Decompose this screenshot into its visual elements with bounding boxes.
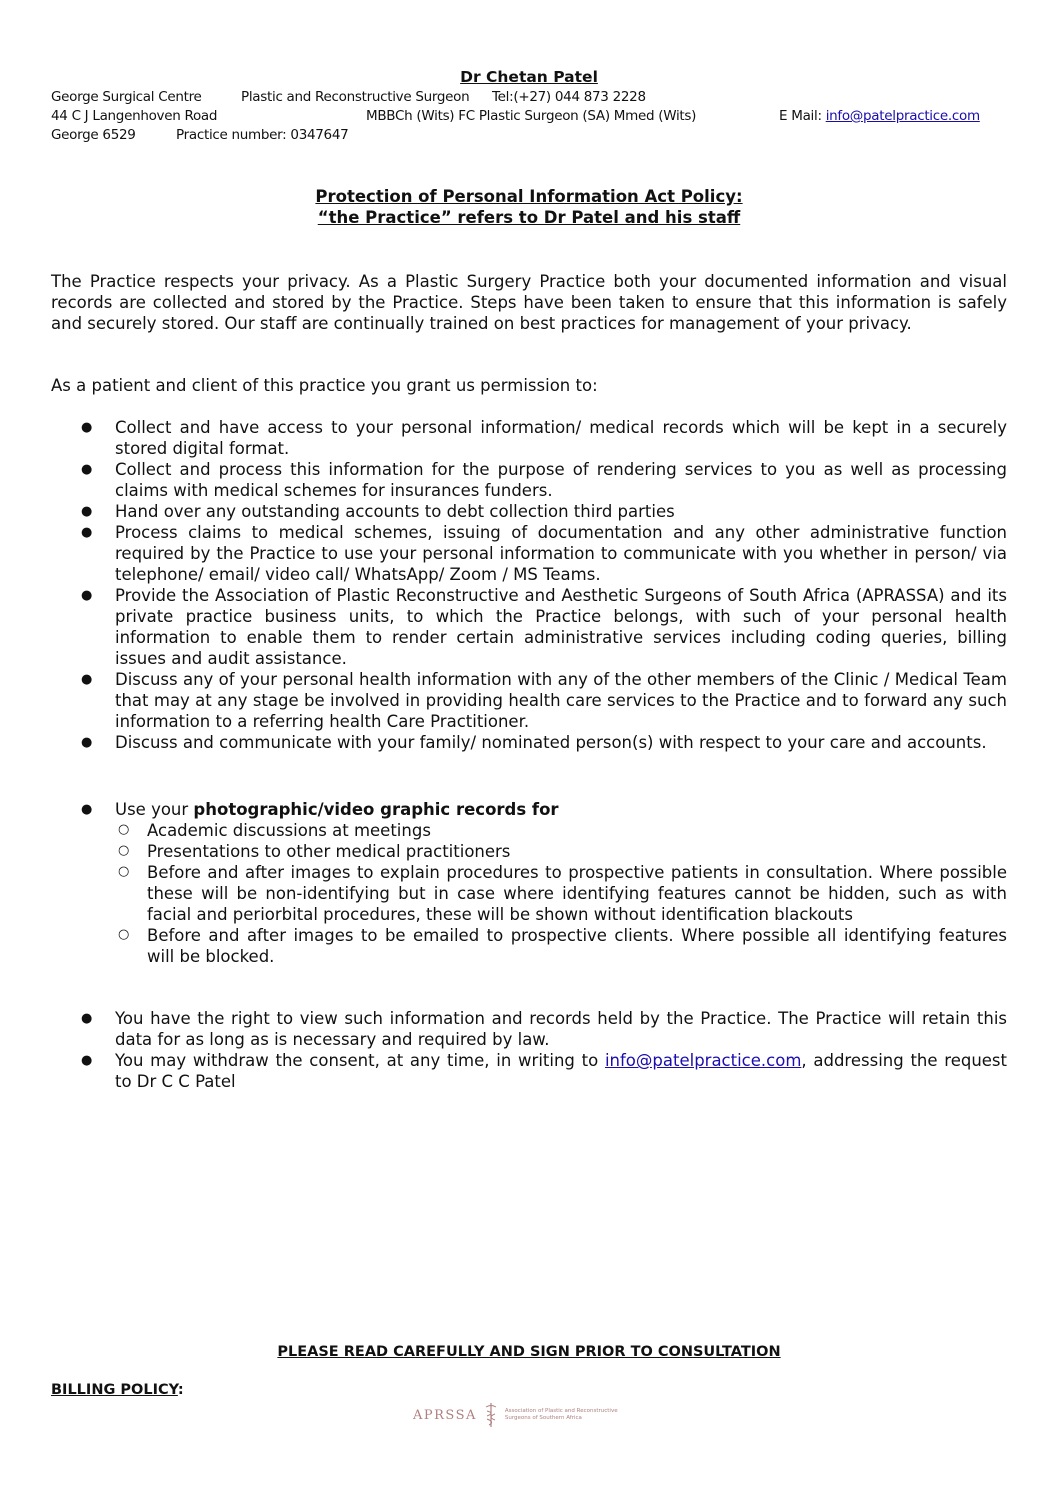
- policy-title: Protection of Personal Information Act Policy:: [315, 187, 743, 206]
- sublist-item-text: Before and after images to be emailed to prospective clients. Where possible all identifying features will be blocked.: [147, 926, 1007, 966]
- bullet-icon: ●: [81, 462, 93, 477]
- photo-lead-bold: photographic/video graphic records for: [193, 800, 559, 819]
- list-item-text: Process claims to medical schemes, issuing of documentation and any other administrative function required by the Practice to use your personal information to communicate with you whether in person/ via telephone/ email/ video call/ WhatsApp/ Zoom / MS Teams.: [115, 523, 1007, 584]
- header-practice-number: Practice number: 0347647: [176, 127, 349, 143]
- list-item-text: Hand over any outstanding accounts to debt collection third parties: [115, 502, 675, 521]
- bullet-icon: ●: [81, 802, 93, 817]
- billing-policy-heading: [51, 1382, 184, 1398]
- bullet-icon: ●: [81, 420, 93, 435]
- withdraw-email-link[interactable]: info@patelpractice.com: [604, 1051, 802, 1070]
- list-item: [51, 1050, 1007, 1092]
- permission-list: [51, 417, 1007, 753]
- aprssa-logo: [413, 1402, 618, 1428]
- circle-bullet-icon: ○: [118, 822, 130, 837]
- header-city: George 6529: [51, 127, 136, 143]
- list-item: [51, 1008, 1007, 1050]
- header-telephone: Tel:(+27) 044 873 2228: [492, 89, 646, 105]
- bullet-icon: ●: [81, 1053, 93, 1068]
- list-item: [51, 799, 1007, 967]
- rights-withdraw-text-end: , addressing the request to Dr C C Patel: [115, 1051, 1008, 1091]
- logo-text: APRSSA: [413, 1407, 477, 1423]
- sublist-item-text: Academic discussions at meetings: [147, 821, 431, 840]
- header-email-link[interactable]: info@patelpractice.com: [825, 108, 980, 124]
- rights-list: [51, 1008, 1007, 1092]
- rights-view-text: You have the right to view such information and records held by the Practice. The Practice will retain this data for as long as is necessary and required by law.: [115, 1009, 1007, 1049]
- permission-lead: As a patient and client of this practice you grant us permission to:: [51, 376, 598, 395]
- sign-notice: PLEASE READ CAREFULLY AND SIGN PRIOR TO CONSULTATION: [277, 1344, 781, 1360]
- logo-caption-line1: Association of Plastic and Reconstructive: [504, 1408, 618, 1414]
- circle-bullet-icon: ○: [118, 864, 130, 879]
- photo-lead: Use your: [115, 800, 194, 819]
- list-item-text: Provide the Association of Plastic Reconstructive and Aesthetic Surgeons of South Africa (APRASSA) and its private practice business units, to which the Practice belongs, with such of your personal health information to enable them to render certain administrative services including coding queries, billing issues and audit assistance.: [115, 586, 1007, 668]
- billing-label: BILLING POLICY: [51, 1382, 178, 1398]
- list-item-text: Collect and process this information for the purpose of rendering services to you as well as processing claims with medical schemes for insurances funders.: [115, 460, 1007, 500]
- sublist-item: [115, 820, 1007, 841]
- caduceus-icon: [483, 1402, 499, 1428]
- billing-colon: :: [177, 1382, 184, 1398]
- logo-caption-line2: Surgeons of Southern Africa: [504, 1415, 582, 1421]
- sublist-item: [115, 925, 1007, 967]
- photo-sublist: [115, 820, 1007, 967]
- sublist-item-text: Before and after images to explain procedures to prospective patients in consultation. Where possible these will be non-identifying but in case where identifying features cannot be hidden, such as with facial and periorbital procedures, these will be shown without identification blackouts: [147, 863, 1007, 924]
- list-item: [51, 501, 1007, 522]
- intro-paragraph: The Practice respects your privacy. As a Plastic Surgery Practice both your documented information and visual records are collected and stored by the Practice. Steps have been taken to ensure that this information is safely and securely stored. Our staff are continually trained on best practices for management of your privacy.: [51, 272, 1007, 333]
- policy-subtitle: “the Practice” refers to Dr Patel and his staff: [317, 208, 741, 227]
- doctor-name: Dr Chetan Patel: [460, 68, 598, 86]
- logo-caption: [505, 1408, 618, 1422]
- bullet-icon: ●: [81, 588, 93, 603]
- list-item-text: Discuss any of your personal health information with any of the other members of the Clinic / Medical Team that may at any stage be involved in providing health care services to the Practice and to forward any such information to a referring health Care Practitioner.: [115, 670, 1007, 731]
- list-item: [51, 459, 1007, 501]
- header-specialty: Plastic and Reconstructive Surgeon: [241, 89, 470, 105]
- circle-bullet-icon: ○: [118, 927, 130, 942]
- bullet-icon: ●: [81, 504, 93, 519]
- bullet-icon: ●: [81, 735, 93, 750]
- photo-list: [51, 799, 1007, 967]
- header-email-label: E Mail:: [779, 108, 826, 124]
- list-item: [51, 669, 1007, 732]
- list-item: [51, 522, 1007, 585]
- sublist-item: [115, 862, 1007, 925]
- header-practice-location: George Surgical Centre: [51, 89, 202, 105]
- header-qualifications: MBBCh (Wits) FC Plastic Surgeon (SA) Mmed (Wits): [366, 108, 697, 124]
- list-item: [51, 417, 1007, 459]
- list-item: [51, 732, 1007, 753]
- circle-bullet-icon: ○: [118, 843, 130, 858]
- list-item-text: Discuss and communicate with your family/ nominated person(s) with respect to your care and accounts.: [115, 733, 987, 752]
- list-item: [51, 585, 1007, 669]
- header-street-address: 44 C J Langenhoven Road: [51, 108, 218, 124]
- bullet-icon: ●: [81, 672, 93, 687]
- rights-withdraw-text: You may withdraw the consent, at any time, in writing to: [115, 1051, 605, 1070]
- sublist-item: [115, 841, 1007, 862]
- header-email: [779, 108, 980, 124]
- sublist-item-text: Presentations to other medical practitioners: [147, 842, 511, 861]
- bullet-icon: ●: [81, 525, 93, 540]
- list-item-text: Collect and have access to your personal information/ medical records which will be kept in a securely stored digital format.: [115, 418, 1007, 458]
- bullet-icon: ●: [81, 1011, 93, 1026]
